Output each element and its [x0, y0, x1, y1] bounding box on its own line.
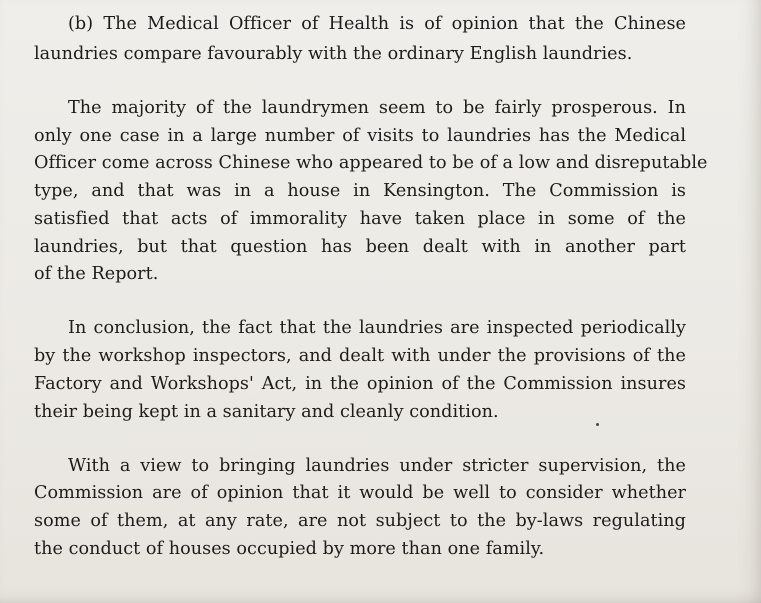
text-line: type, and that was in a house in Kensington. The Commission is: [34, 181, 686, 201]
text-line: Commission are of opinion that it would be well to consider whether: [34, 483, 686, 503]
text-line: The majority of the laundrymen seem to be fairly prosperous. In: [68, 98, 686, 118]
text-line: the conduct of houses occupied by more than one family.: [34, 539, 545, 559]
text-line: some of them, at any rate, are not subject to the by-laws regulating: [34, 511, 686, 531]
text-line: (b) The Medical Officer of Health is of opinion that the Chinese: [68, 14, 686, 34]
text-line: laundries, but that question has been dealt with in another part: [34, 237, 686, 257]
text-line: laundries compare favourably with the ordinary English laundries.: [34, 44, 633, 64]
text-line: their being kept in a sanitary and cleanly condition.: [34, 402, 499, 422]
text-line: In conclusion, the fact that the laundries are inspected periodically: [68, 318, 686, 338]
text-line: Factory and Workshops' Act, in the opinion of the Commission insures: [34, 374, 686, 394]
text-line: satisfied that acts of immorality have taken place in some of the: [34, 209, 686, 229]
paper-speck: [596, 423, 599, 426]
text-line: of the Report.: [34, 264, 159, 284]
text-line: only one case in a large number of visits to laundries has the Medical: [34, 126, 686, 146]
text-line: Officer come across Chinese who appeared to be of a low and disreputable: [34, 153, 708, 173]
text-line: by the workshop inspectors, and dealt with under the provisions of the: [34, 346, 686, 366]
text-line: With a view to bringing laundries under stricter supervision, the: [68, 456, 686, 476]
